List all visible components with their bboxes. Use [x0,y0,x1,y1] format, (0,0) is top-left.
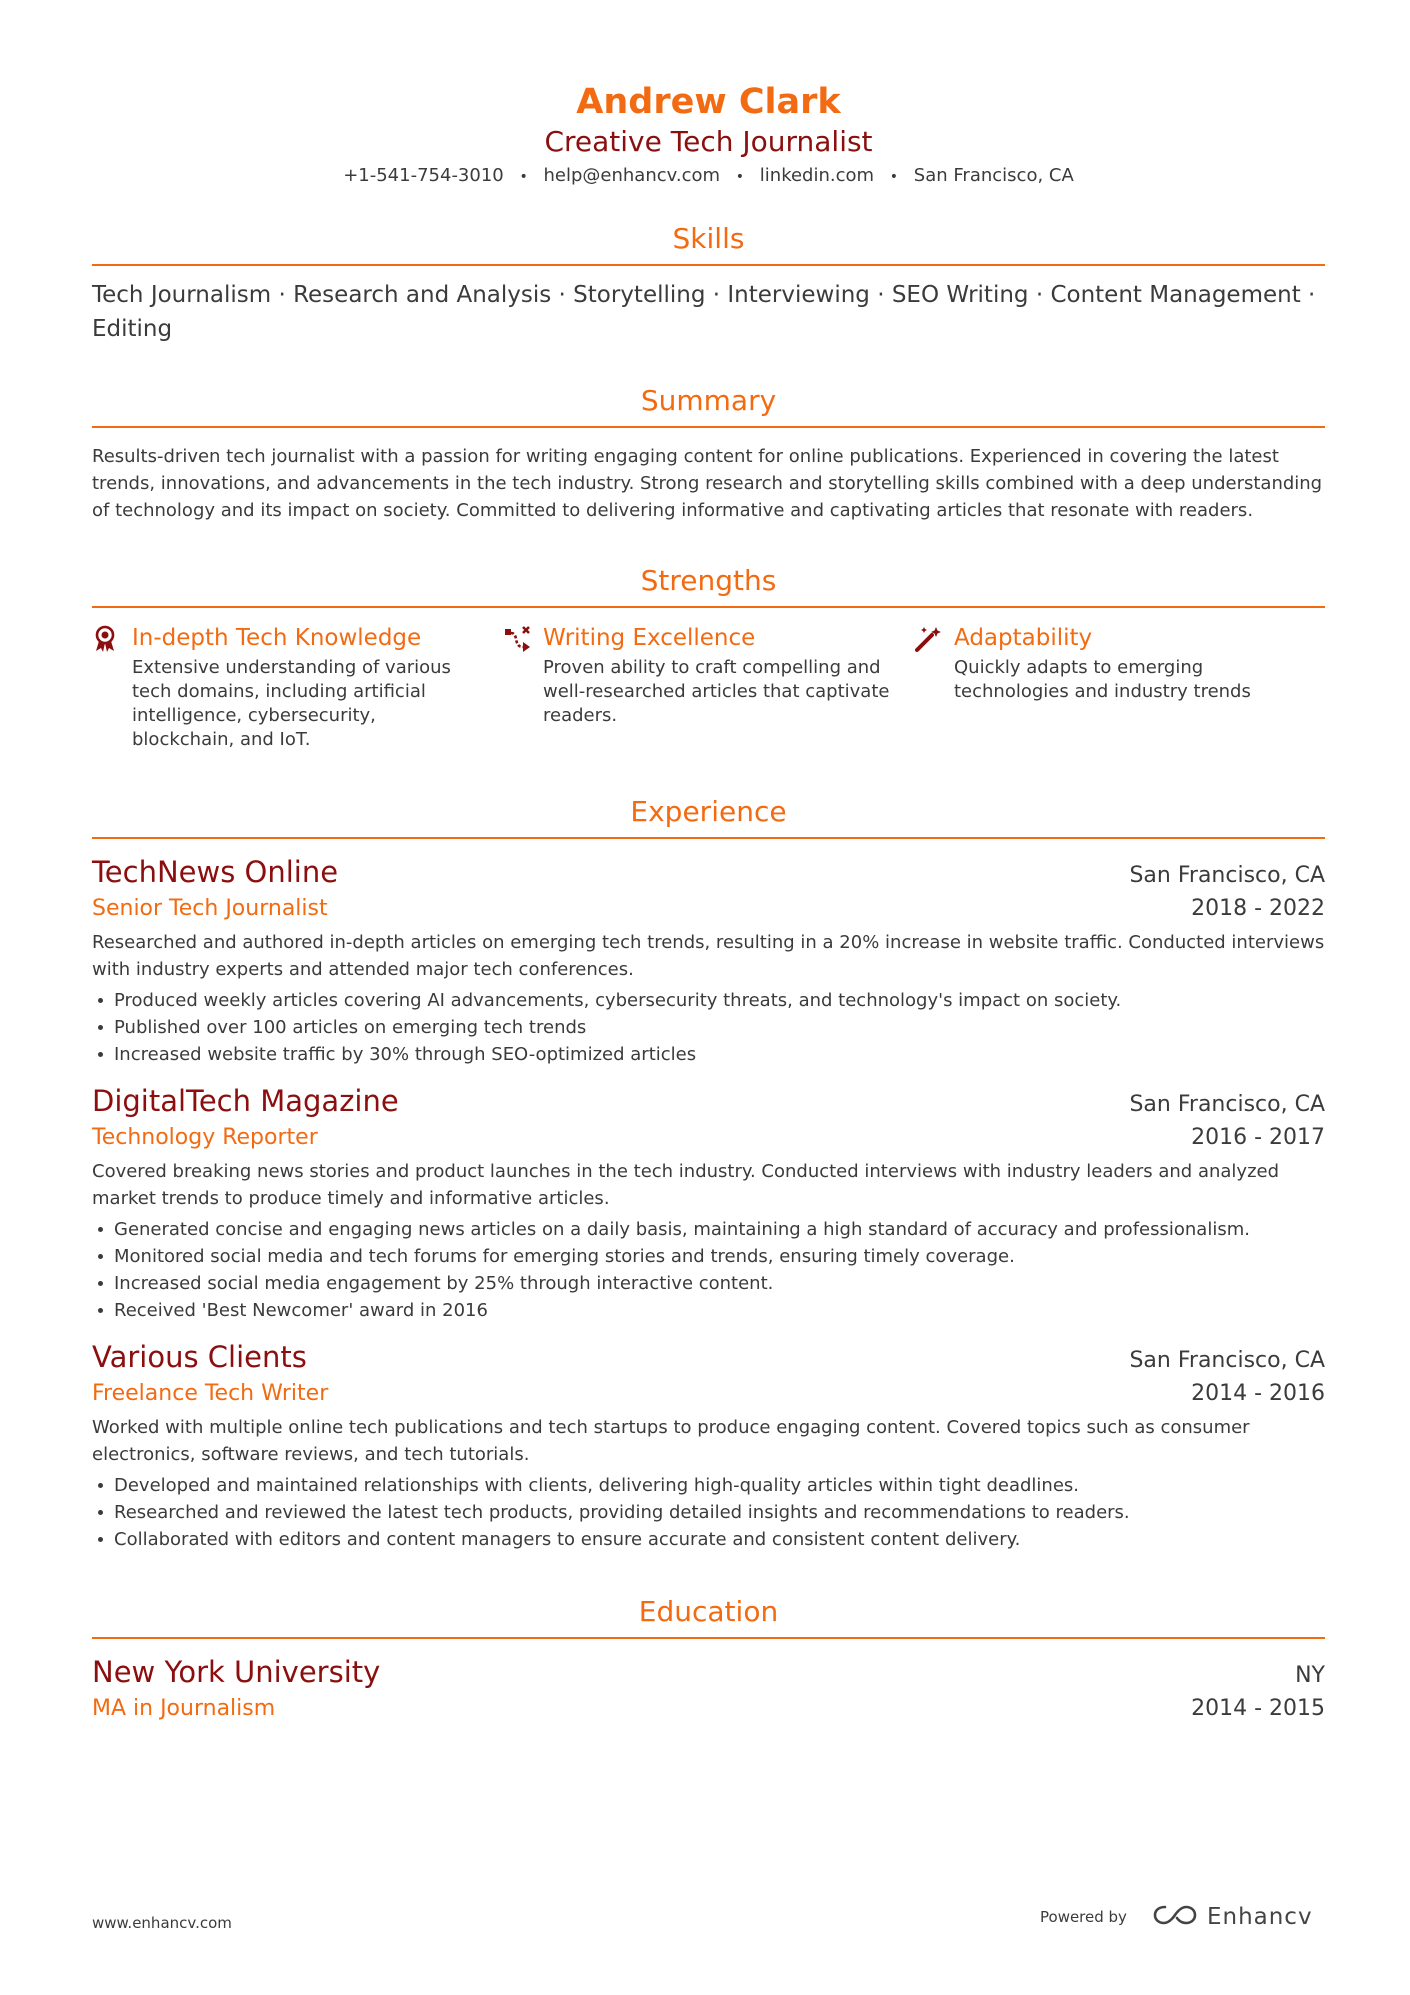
contact-line [92,163,1325,190]
section-heading-summary: Summary [92,384,1325,428]
job-dates: 2014 - 2016 [1191,1381,1325,1406]
skills-section [92,222,1325,346]
summary-section [92,384,1325,524]
candidate-name: Andrew Clark [576,82,841,122]
strength-item [92,622,503,752]
contact-separator: • [735,169,745,185]
list-item: Received 'Best Newcomer' award in 2016 [92,1297,1325,1324]
strength-title: In-depth Tech Knowledge [132,625,422,651]
strength-item [503,622,914,752]
job-bullets [92,1472,1325,1553]
contact-separator: • [519,169,528,185]
strength-item [914,622,1325,752]
enhancv-logo-icon [1153,1904,1197,1930]
list-item: Produced weekly articles covering AI advancements, cybersecurity threats, and technology's impact on society. [92,987,1325,1014]
job-location: San Francisco, CA [1129,1092,1325,1117]
job-bullets [92,1216,1325,1324]
experience-section [92,795,1325,1553]
list-item: Increased website traffic by 30% through SEO-optimized articles [92,1041,1325,1068]
contact-linkedin[interactable]: linkedin.com [759,165,875,186]
brand-name: Enhancv [1206,1904,1313,1930]
list-item: Published over 100 articles on emerging tech trends [92,1014,1325,1041]
footer-branding [1040,1904,1313,1930]
section-heading-education: Education [92,1595,1325,1639]
strengths-section [92,564,1325,752]
list-item: Monitored social media and tech forums for emerging stories and trends, ensuring timely coverage. [92,1243,1325,1270]
job-role: Freelance Tech Writer [92,1381,329,1406]
contact-separator: • [889,169,899,185]
list-item: Collaborated with editors and content managers to ensure accurate and consistent content delivery. [92,1526,1325,1553]
job-entry [92,1082,1325,1324]
strength-description: Quickly adapts to emerging technologies and industry trends [954,657,1251,702]
list-item: Developed and maintained relationships with clients, delivering high-quality articles within tight deadlines. [92,1472,1325,1499]
job-description: Worked with multiple online tech publications and tech startups to produce engaging content. Covered topics such as consumer electronics, software reviews, and tech tutorials. [92,1417,1250,1465]
section-heading-experience: Experience [92,795,1325,839]
job-company: DigitalTech Magazine [92,1084,399,1118]
job-entry [92,853,1325,1068]
education-entry [92,1653,1325,1725]
job-company: TechNews Online [92,855,339,889]
list-item: Researched and reviewed the latest tech products, providing detailed insights and recommendations to readers. [92,1499,1325,1526]
job-entry [92,1338,1325,1553]
contact-location: San Francisco, CA [913,165,1074,186]
job-dates: 2018 - 2022 [1191,896,1325,921]
resume-page [92,80,1325,1725]
list-item: Generated concise and engaging news articles on a daily basis, maintaining a high standard of accuracy and professionalism. [92,1216,1325,1243]
strength-title: Writing Excellence [543,625,756,651]
section-heading-skills: Skills [92,222,1325,266]
job-dates: 2016 - 2017 [1191,1125,1325,1150]
route-icon [503,622,543,752]
job-bullets [92,987,1325,1068]
job-location: San Francisco, CA [1129,863,1325,888]
education-location: NY [1295,1663,1325,1688]
footer-website[interactable]: www.enhancv.com [92,1914,232,1932]
education-school: New York University [92,1655,381,1689]
contact-email[interactable]: help@enhancv.com [543,165,721,186]
resume-header [92,80,1325,190]
strengths-list [92,622,1325,752]
summary-text: Results-driven tech journalist with a passion for writing engaging content for online publications. Experienced in covering the latest trends, innovations, and advancements in the tech industry. Strong research and storytelling skills combined with a deep understanding of technology and its impact on society. Committed to delivering informative and captivating articles that resonate with readers. [92,446,1323,521]
job-company: Various Clients [92,1340,307,1374]
strength-description: Proven ability to craft compelling and well-researched articles that captivate readers. [543,657,890,726]
strength-title: Adaptability [954,625,1093,651]
skills-list: Tech Journalism · Research and Analysis · Storytelling · Interviewing · SEO Writing · Content Management · Editing [92,282,1316,342]
job-role: Senior Tech Journalist [92,896,328,921]
powered-by-label: Powered by [1040,1908,1127,1926]
education-dates: 2014 - 2015 [1191,1696,1325,1721]
job-location: San Francisco, CA [1129,1348,1325,1373]
job-role: Technology Reporter [92,1125,318,1150]
job-description: Researched and authored in-depth articles on emerging tech trends, resulting in a 20% increase in website traffic. Conducted interviews with industry experts and attended major tech conferences. [92,932,1325,980]
list-item: Increased social media engagement by 25% through interactive content. [92,1270,1325,1297]
job-description: Covered breaking news stories and product launches in the tech industry. Conducted interviews with industry leaders and analyzed market trends to produce timely and informative articles. [92,1161,1280,1209]
award-icon [92,622,132,752]
candidate-title: Creative Tech Journalist [544,125,873,158]
education-section [92,1595,1325,1725]
strength-description: Extensive understanding of various tech domains, including artificial intelligence, cybersecurity, blockchain, and IoT. [132,657,451,750]
magic-wand-icon [914,622,954,752]
contact-phone: +1-541-754-3010 [343,165,504,186]
education-degree: MA in Journalism [92,1696,276,1721]
section-heading-strengths: Strengths [92,564,1325,608]
